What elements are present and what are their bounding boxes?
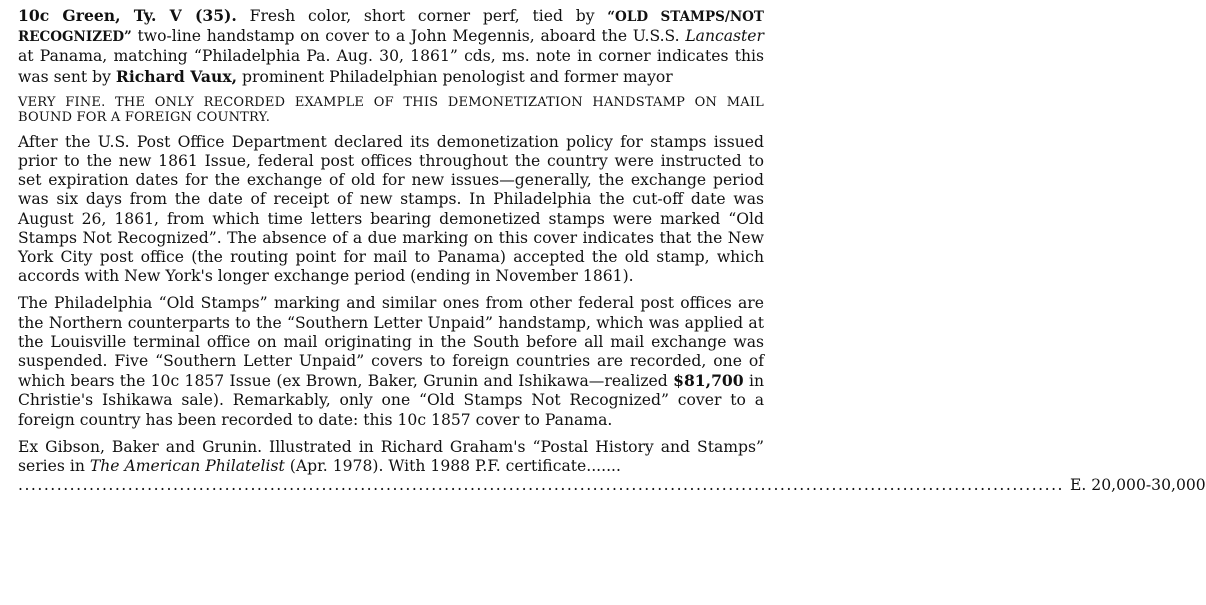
provenance-paragraph [18, 438, 764, 476]
estimate-line [18, 476, 1206, 495]
provenance-dots: ....... [586, 457, 621, 476]
lot-description [18, 6, 1206, 495]
ship-name: Lancaster [685, 27, 764, 46]
lot-text: at Panama, matching “Philadelphia Pa. Aug. 30, 1861” cds, ms. note in corner indicates this was sent by [18, 47, 764, 86]
handstamp-text: “OLD STAMPS/NOT RECOGNIZED” [18, 9, 764, 46]
realized-price: $81,700 [673, 371, 744, 391]
sender-name: Richard Vaux, [115, 66, 238, 86]
provenance-text: Ex Gibson, Baker and Grunin. Illustrated in Richard Graham's “Postal History and Stamps” series in [18, 437, 764, 476]
lot-paragraph [18, 6, 764, 87]
comparison-text: in Christie's Ishikawa sale). Remarkably, only one “Old Stamps Not Recognized” cover to a foreign country has been recorded to date: this 10c 1857 cover to Panama. [18, 372, 764, 429]
lot-text: prominent Philadelphian penologist and former mayor [237, 67, 673, 86]
lot-text: Fresh color, short corner perf, tied by [236, 7, 608, 25]
estimate-leader-dots: .................................................................................................................................................................. [18, 476, 1065, 495]
history-paragraph: After the U.S. Post Office Department declared its demonetization policy for stamps issued prior to the new 1861 Issue, federal post offices throughout the country were instructed to set expiration dates for the exchange of old for new issues—generally, the exchange period was six days from the date of receipt of new stamps. In Philadelphia the cut-off date was August 26, 1861, from which time letters bearing demonetized stamps were marked “Old Stamps Not Recognized”. The absence of a due marking on this cover indicates that the New York City post office (the routing point for mail to Panama) accepted the old stamp, which accords with New York's longer exchange period (ending in November 1861). [18, 132, 764, 286]
lot-title: 10c Green, Ty. V (35). [18, 6, 237, 25]
estimate-value: E. 20,000-30,000 [1070, 476, 1206, 495]
grade-note: VERY FINE. THE ONLY RECORDED EXAMPLE OF THIS DEMONETIZATION HANDSTAMP ON MAIL BOUND FOR A FOREIGN COUNTRY. [18, 94, 764, 125]
provenance-text: (Apr. 1978). With 1988 P.F. certificate [284, 457, 587, 476]
lot-text: two-line handstamp on cover to a John Megennis, aboard the U.S.S. [131, 27, 686, 46]
comparison-paragraph [18, 294, 764, 429]
journal-name: The American Philatelist [89, 457, 285, 476]
comparison-text: The Philadelphia “Old Stamps” marking and similar ones from other federal post offices are the Northern counterparts to the “Southern Letter Unpaid” handstamp, which was applied at the Louisville terminal office on mail originating in the South before all mail exchange was suspended. Five “Southern Letter Unpaid” covers to foreign countries are recorded, one of which bears the 10c 1857 Issue (ex Brown, Baker, Grunin and Ishikawa—realized [18, 294, 764, 391]
